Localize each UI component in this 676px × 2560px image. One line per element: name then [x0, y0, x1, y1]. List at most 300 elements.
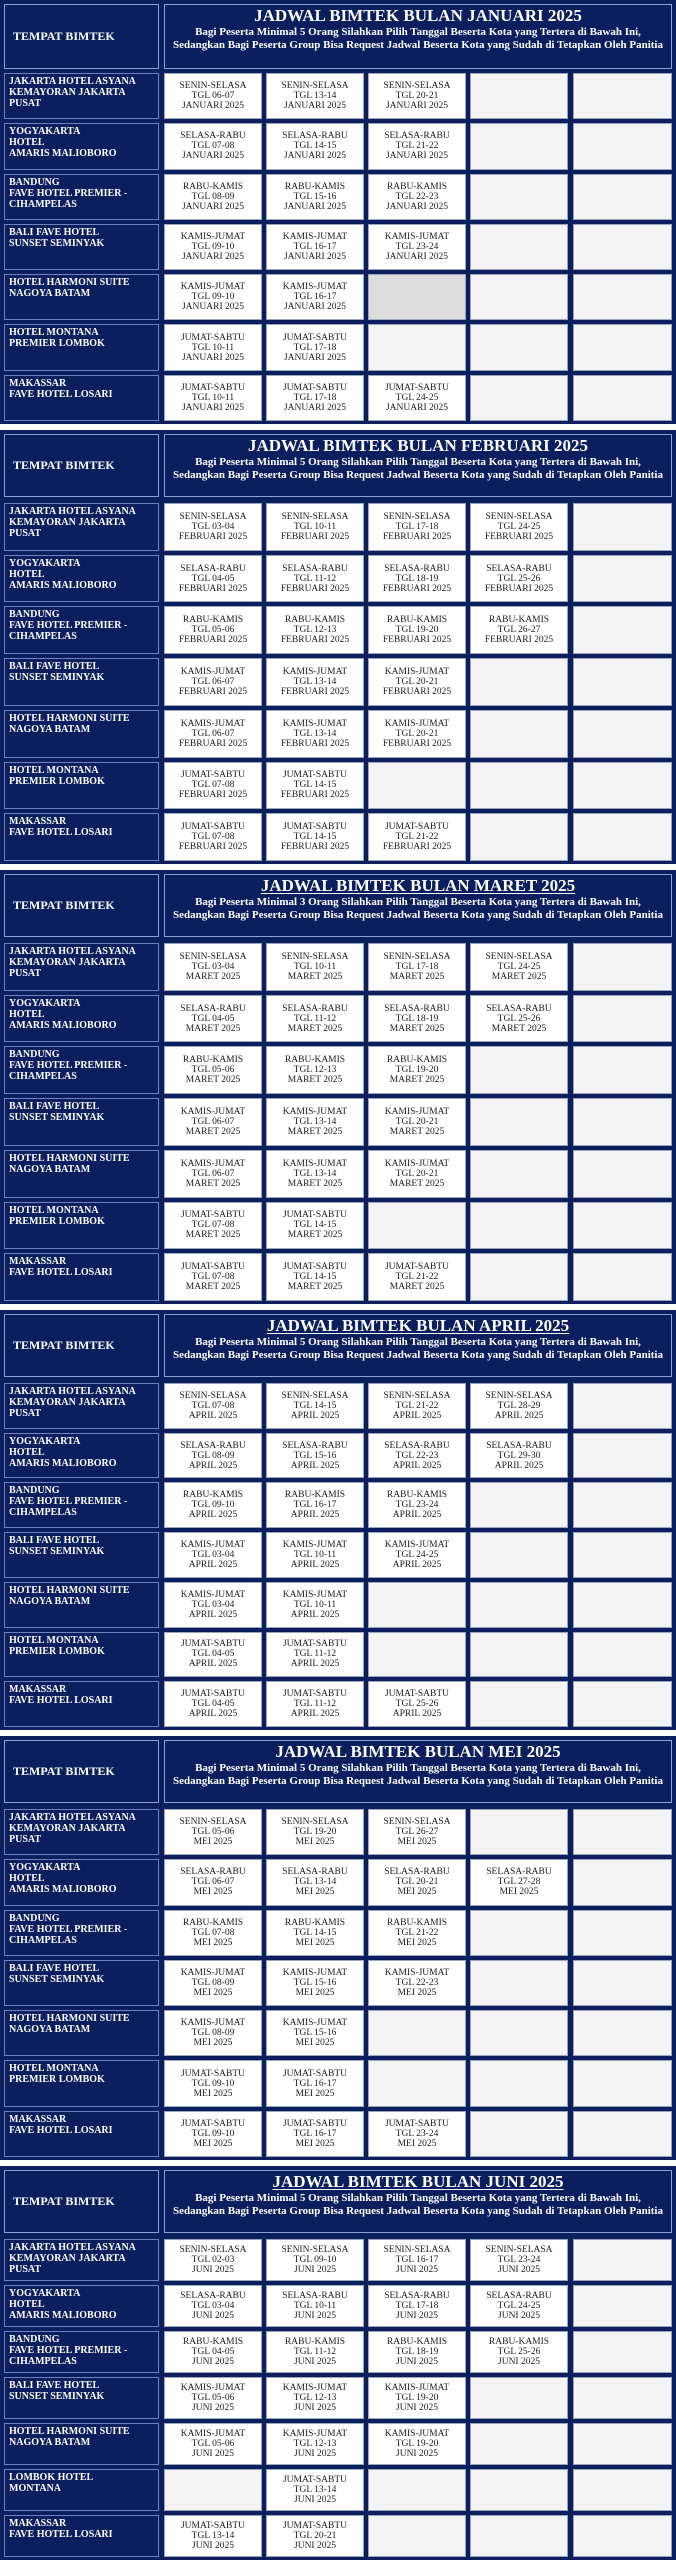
date-cell[interactable] [266, 2331, 364, 2373]
date-cell[interactable] [368, 943, 466, 991]
day-range: KAMIS-JUMAT [384, 718, 450, 729]
venue-label: JAKARTA HOTEL ASYANA KEMAYORAN JAKARTA PUSAT [4, 503, 159, 551]
table-row [1, 121, 675, 171]
date-cell[interactable] [164, 2285, 262, 2327]
date-cell[interactable] [266, 174, 364, 220]
day-range: RABU-KAMIS [386, 1917, 448, 1928]
month-year: FEBRUARI 2025 [178, 635, 248, 646]
day-range: SELASA-RABU [486, 1440, 552, 1451]
date-cell[interactable] [266, 606, 364, 654]
date-cell[interactable] [164, 2377, 262, 2419]
date-range: TGL 03-04 [191, 2301, 235, 2311]
date-cell[interactable] [164, 503, 262, 551]
day-range: SELASA-RABU [180, 563, 246, 574]
date-cell[interactable] [266, 2515, 364, 2557]
date-cell[interactable] [266, 995, 364, 1043]
date-cell[interactable] [368, 1960, 466, 2006]
month-year: APRIL 2025 [188, 1609, 238, 1620]
month-year: APRIL 2025 [188, 1460, 238, 1471]
date-cell[interactable] [266, 2377, 364, 2419]
date-cell[interactable] [266, 813, 364, 861]
date-cell[interactable] [368, 658, 466, 706]
date-cell[interactable] [368, 1150, 466, 1198]
date-range: TGL 09-10 [191, 241, 235, 252]
day-range: KAMIS-JUMAT [282, 1589, 348, 1600]
day-range: KAMIS-JUMAT [282, 231, 348, 242]
date-range: TGL 16-17 [293, 1500, 337, 1511]
table-row [1, 2109, 675, 2159]
day-range: JUMAT-SABTU [282, 1262, 348, 1273]
month-year: JUNI 2025 [396, 2449, 438, 2459]
date-cell[interactable] [266, 1383, 364, 1429]
date-cell[interactable] [266, 1046, 364, 1094]
date-cell[interactable] [368, 1433, 466, 1479]
month-year: MEI 2025 [193, 2138, 233, 2149]
day-range: SENIN-SELASA [383, 1390, 451, 1401]
date-cell[interactable] [164, 995, 262, 1043]
month-year: MEI 2025 [193, 1837, 233, 1848]
participant-note: Bagi Peserta Minimal 3 Orang Silahkan Pilih Tanggal Beserta Kota yang Tertera di Bawah Ini, Sedangkan Bagi Peserta Group Bisa Request Jadwal Beserta Kota yang Sudah di Tetapkan Oleh Panitia [173, 896, 663, 921]
month-year: JANUARI 2025 [181, 352, 244, 363]
day-range: RABU-KAMIS [284, 181, 346, 192]
date-cell[interactable] [368, 1098, 466, 1146]
date-cell[interactable] [164, 1960, 262, 2006]
date-cell[interactable] [164, 1202, 262, 1250]
day-range: KAMIS-JUMAT [180, 1106, 246, 1117]
date-cell[interactable] [164, 2515, 262, 2557]
date-cell[interactable] [266, 1098, 364, 1146]
month-year: FEBRUARI 2025 [280, 738, 350, 749]
date-cell[interactable] [266, 503, 364, 551]
empty-cell [470, 1046, 568, 1094]
date-cell[interactable] [266, 2060, 364, 2106]
month-year: FEBRUARI 2025 [178, 842, 248, 853]
date-cell[interactable] [368, 1809, 466, 1855]
date-cell[interactable] [266, 1532, 364, 1578]
date-range: TGL 21-22 [395, 832, 439, 843]
month-year: JANUARI 2025 [385, 251, 448, 262]
date-range: TGL 14-15 [293, 1927, 337, 1938]
date-range: TGL 21-22 [395, 1272, 439, 1283]
date-range: TGL 03-04 [191, 521, 235, 532]
date-cell[interactable] [368, 503, 466, 551]
date-cell[interactable] [164, 1910, 262, 1956]
empty-cell [470, 658, 568, 706]
schedule-title: JADWAL BIMTEK BULAN APRIL 2025 [266, 1316, 570, 1335]
month-year: APRIL 2025 [392, 1410, 442, 1421]
date-cell[interactable] [368, 123, 466, 169]
date-cell[interactable] [368, 710, 466, 758]
date-cell[interactable] [266, 274, 364, 320]
day-range: JUMAT-SABTU [282, 382, 348, 393]
month-year: MEI 2025 [295, 2088, 335, 2099]
date-cell[interactable] [164, 1859, 262, 1905]
schedule-rows [1, 1807, 675, 2159]
month-year: JUNI 2025 [294, 2541, 336, 2551]
month-year: JUNI 2025 [192, 2541, 234, 2551]
date-cell[interactable] [164, 274, 262, 320]
date-cell[interactable] [266, 658, 364, 706]
empty-cell [470, 324, 568, 370]
month-year: FEBRUARI 2025 [382, 531, 452, 542]
date-cell[interactable] [470, 995, 568, 1043]
month-year: FEBRUARI 2025 [382, 635, 452, 646]
date-range: TGL 04-05 [191, 2347, 235, 2357]
date-cell[interactable] [368, 1910, 466, 1956]
day-range: KAMIS-JUMAT [384, 666, 450, 677]
date-cell[interactable] [164, 123, 262, 169]
date-cell[interactable] [470, 943, 568, 991]
day-range: JUMAT-SABTU [282, 2521, 348, 2531]
date-cell[interactable] [164, 658, 262, 706]
date-range: TGL 06-07 [191, 1168, 235, 1179]
table-row [1, 708, 675, 760]
month-year: JUNI 2025 [294, 2311, 336, 2321]
empty-cell [470, 2515, 568, 2557]
date-cell[interactable] [164, 1809, 262, 1855]
date-cell[interactable] [470, 1433, 568, 1479]
empty-cell [573, 2285, 672, 2327]
day-range: SELASA-RABU [486, 2291, 552, 2301]
day-range: RABU-KAMIS [284, 1490, 346, 1501]
venue-label: HOTEL MONTANA PREMIER LOMBOK [4, 324, 159, 370]
date-cell[interactable] [266, 224, 364, 270]
month-year: MEI 2025 [295, 1837, 335, 1848]
day-range: JUMAT-SABTU [384, 1262, 450, 1273]
date-cell[interactable] [368, 73, 466, 119]
date-cell[interactable] [164, 1150, 262, 1198]
date-cell[interactable] [164, 2239, 262, 2281]
date-cell[interactable] [368, 2285, 466, 2327]
venue-label: JAKARTA HOTEL ASYANA KEMAYORAN JAKARTA PUSAT [4, 1809, 159, 1855]
date-range: TGL 10-11 [293, 521, 337, 532]
date-range: TGL 22-23 [395, 1977, 439, 1988]
schedule-rows [1, 2237, 675, 2559]
empty-cell [368, 2010, 466, 2056]
date-cell[interactable] [368, 2423, 466, 2465]
date-cell[interactable] [266, 762, 364, 810]
date-range: TGL 22-23 [395, 191, 439, 202]
date-cell[interactable] [164, 2010, 262, 2056]
table-row [1, 2237, 675, 2283]
date-cell[interactable] [368, 995, 466, 1043]
table-row [1, 2421, 675, 2467]
date-cell[interactable] [164, 1482, 262, 1528]
month-year: JANUARI 2025 [181, 302, 244, 313]
date-range: TGL 10-11 [191, 392, 235, 403]
participant-note: Bagi Peserta Minimal 5 Orang Silahkan Pilih Tanggal Beserta Kota yang Tertera di Bawah Ini, Sedangkan Bagi Peserta Group Bisa Request Jadwal Beserta Kota yang Sudah di Tetapkan Oleh Panitia [173, 456, 663, 481]
date-cell[interactable] [164, 710, 262, 758]
date-cell[interactable] [164, 943, 262, 991]
day-range: SELASA-RABU [282, 131, 348, 142]
empty-cell [573, 2331, 672, 2373]
date-range: TGL 17-18 [395, 521, 439, 532]
date-range: TGL 24-25 [497, 961, 541, 972]
venue-label: MAKASSAR FAVE HOTEL LOSARI [4, 813, 159, 861]
venue-label: YOGYAKARTA HOTEL AMARIS MALIOBORO [4, 1859, 159, 1905]
table-row [1, 604, 675, 656]
date-cell[interactable] [164, 2111, 262, 2157]
day-range: RABU-KAMIS [284, 1917, 346, 1928]
date-cell[interactable] [266, 1582, 364, 1628]
place-column-header: TEMPAT BIMTEK [4, 1740, 159, 1803]
month-year: MARET 2025 [491, 1023, 547, 1034]
day-range: SELASA-RABU [180, 1867, 246, 1878]
date-cell[interactable] [164, 375, 262, 421]
date-cell[interactable] [368, 224, 466, 270]
date-cell[interactable] [164, 2331, 262, 2373]
month-year: MARET 2025 [287, 1126, 343, 1137]
month-year: APRIL 2025 [494, 1460, 544, 1471]
date-cell[interactable] [266, 2010, 364, 2056]
month-year: MEI 2025 [193, 2088, 233, 2099]
date-cell[interactable] [266, 943, 364, 991]
date-cell[interactable] [266, 123, 364, 169]
month-year: MARET 2025 [389, 1282, 445, 1293]
date-range: TGL 20-21 [395, 1877, 439, 1888]
month-year: APRIL 2025 [290, 1659, 340, 1670]
date-cell[interactable] [164, 1632, 262, 1678]
venue-label: MAKASSAR FAVE HOTEL LOSARI [4, 1681, 159, 1727]
date-cell[interactable] [266, 1202, 364, 1250]
month-year: MEI 2025 [193, 1987, 233, 1998]
date-range: TGL 06-07 [191, 91, 235, 102]
date-cell[interactable] [368, 2111, 466, 2157]
date-cell[interactable] [368, 1383, 466, 1429]
date-cell[interactable] [470, 2239, 568, 2281]
date-cell[interactable] [368, 555, 466, 603]
date-cell[interactable] [164, 1383, 262, 1429]
date-range: TGL 11-12 [293, 2347, 337, 2357]
date-cell[interactable] [470, 555, 568, 603]
date-cell[interactable] [470, 503, 568, 551]
date-cell[interactable] [470, 2331, 568, 2373]
day-range: JUMAT-SABTU [282, 1210, 348, 1221]
empty-cell [470, 1482, 568, 1528]
date-cell[interactable] [266, 555, 364, 603]
day-range: SELASA-RABU [486, 563, 552, 574]
date-cell[interactable] [266, 1150, 364, 1198]
day-range: SELASA-RABU [384, 1440, 450, 1451]
date-cell[interactable] [470, 1383, 568, 1429]
date-range: TGL 14-15 [293, 1400, 337, 1411]
table-row [1, 1148, 675, 1200]
table-row [1, 1630, 675, 1680]
day-range: SELASA-RABU [486, 1003, 552, 1014]
date-range: TGL 04-05 [191, 1649, 235, 1660]
day-range: SENIN-SELASA [281, 2245, 349, 2255]
date-cell[interactable] [266, 2111, 364, 2157]
date-cell[interactable] [266, 1681, 364, 1727]
date-cell[interactable] [368, 1482, 466, 1528]
date-cell[interactable] [266, 73, 364, 119]
day-range: JUMAT-SABTU [282, 1689, 348, 1700]
day-range: KAMIS-JUMAT [384, 1967, 450, 1978]
day-range: SENIN-SELASA [485, 1390, 553, 1401]
place-column-header: TEMPAT BIMTEK [4, 2170, 159, 2233]
empty-cell [573, 995, 672, 1043]
date-cell[interactable] [266, 324, 364, 370]
empty-cell [368, 1632, 466, 1678]
date-cell[interactable] [266, 2239, 364, 2281]
date-cell[interactable] [164, 2060, 262, 2106]
date-cell[interactable] [266, 1910, 364, 1956]
day-range: JUMAT-SABTU [180, 1210, 246, 1221]
month-year: MEI 2025 [193, 1887, 233, 1898]
date-cell[interactable] [164, 324, 262, 370]
date-cell[interactable] [470, 1859, 568, 1905]
schedule-header [1, 1737, 675, 1805]
empty-cell [573, 1681, 672, 1727]
date-range: TGL 24-25 [497, 2301, 541, 2311]
date-cell[interactable] [470, 606, 568, 654]
date-cell[interactable] [164, 1582, 262, 1628]
date-cell[interactable] [368, 1253, 466, 1301]
date-cell[interactable] [368, 2331, 466, 2373]
date-cell[interactable] [164, 1253, 262, 1301]
date-range: TGL 09-10 [191, 292, 235, 303]
empty-cell [368, 274, 466, 320]
date-range: TGL 05-06 [191, 625, 235, 636]
date-cell[interactable] [164, 762, 262, 810]
date-range: TGL 14-15 [293, 1220, 337, 1231]
date-range: TGL 26-27 [497, 625, 541, 636]
date-cell[interactable] [368, 2239, 466, 2281]
date-cell[interactable] [164, 1532, 262, 1578]
place-column-header: TEMPAT BIMTEK [4, 4, 159, 69]
day-range: JUMAT-SABTU [282, 770, 348, 781]
month-year: APRIL 2025 [290, 1559, 340, 1570]
date-range: TGL 13-14 [293, 1116, 337, 1127]
date-range: TGL 19-20 [395, 625, 439, 636]
place-column-header: TEMPAT BIMTEK [4, 874, 159, 937]
date-cell[interactable] [266, 375, 364, 421]
date-range: TGL 18-19 [395, 2347, 439, 2357]
date-range: TGL 09-10 [191, 1500, 235, 1511]
date-cell[interactable] [368, 606, 466, 654]
date-cell[interactable] [266, 1253, 364, 1301]
date-cell[interactable] [368, 2377, 466, 2419]
date-cell[interactable] [164, 224, 262, 270]
date-cell[interactable] [164, 1098, 262, 1146]
date-range: TGL 08-09 [191, 1450, 235, 1461]
date-cell[interactable] [164, 606, 262, 654]
day-range: SELASA-RABU [282, 1867, 348, 1878]
day-range: SENIN-SELASA [281, 1390, 349, 1401]
date-range: TGL 27-28 [497, 1877, 541, 1888]
day-range: SELASA-RABU [180, 131, 246, 142]
month-year: APRIL 2025 [392, 1460, 442, 1471]
date-cell[interactable] [164, 174, 262, 220]
date-cell[interactable] [164, 1433, 262, 1479]
date-cell[interactable] [266, 2469, 364, 2511]
date-cell[interactable] [368, 813, 466, 861]
day-range: JUMAT-SABTU [180, 2068, 246, 2079]
date-range: TGL 21-22 [395, 1927, 439, 1938]
venue-label: BANDUNG FAVE HOTEL PREMIER - CIHAMPELAS [4, 1046, 159, 1094]
date-cell[interactable] [266, 1809, 364, 1855]
date-cell[interactable] [266, 1859, 364, 1905]
date-cell[interactable] [266, 1433, 364, 1479]
date-cell[interactable] [266, 1960, 364, 2006]
day-range: KAMIS-JUMAT [282, 666, 348, 677]
day-range: RABU-KAMIS [182, 181, 244, 192]
day-range: KAMIS-JUMAT [282, 1158, 348, 1169]
date-cell[interactable] [164, 2423, 262, 2465]
title-block [164, 4, 672, 69]
date-range: TGL 15-16 [293, 1977, 337, 1988]
day-range: SENIN-SELASA [281, 951, 349, 962]
date-cell[interactable] [266, 710, 364, 758]
month-year: APRIL 2025 [188, 1709, 238, 1720]
date-cell[interactable] [266, 1632, 364, 1678]
empty-cell [470, 2060, 568, 2106]
schedule-table [0, 2166, 676, 2560]
date-range: TGL 20-21 [395, 1168, 439, 1179]
day-range: RABU-KAMIS [182, 2337, 244, 2347]
empty-cell [470, 224, 568, 270]
date-cell[interactable] [164, 73, 262, 119]
schedule-title: JADWAL BIMTEK BULAN JANUARI 2025 [254, 6, 582, 25]
month-year: FEBRUARI 2025 [484, 635, 554, 646]
date-cell[interactable] [470, 2285, 568, 2327]
month-year: MEI 2025 [397, 1837, 437, 1848]
date-cell[interactable] [368, 1859, 466, 1905]
empty-cell [573, 1632, 672, 1678]
date-cell[interactable] [368, 1046, 466, 1094]
date-cell[interactable] [266, 2285, 364, 2327]
table-row [1, 222, 675, 272]
date-cell[interactable] [164, 1046, 262, 1094]
date-cell[interactable] [164, 1681, 262, 1727]
month-year: JANUARI 2025 [283, 352, 346, 363]
schedule-table [0, 430, 676, 864]
empty-cell [573, 1150, 672, 1198]
date-cell[interactable] [164, 555, 262, 603]
date-cell[interactable] [368, 1532, 466, 1578]
date-cell[interactable] [266, 2423, 364, 2465]
month-year: APRIL 2025 [290, 1510, 340, 1521]
date-cell[interactable] [368, 375, 466, 421]
empty-cell [470, 73, 568, 119]
month-year: MARET 2025 [287, 1178, 343, 1189]
month-year: MARET 2025 [185, 1230, 241, 1241]
date-range: TGL 12-13 [293, 625, 337, 636]
day-range: RABU-KAMIS [386, 615, 448, 626]
date-cell[interactable] [368, 174, 466, 220]
month-year: JUNI 2025 [192, 2403, 234, 2413]
day-range: JUMAT-SABTU [282, 2068, 348, 2079]
day-range: JUMAT-SABTU [282, 2475, 348, 2485]
date-range: TGL 15-16 [293, 191, 337, 202]
schedule-title: JADWAL BIMTEK BULAN JUNI 2025 [272, 2172, 564, 2191]
empty-cell [368, 1582, 466, 1628]
date-cell[interactable] [266, 1482, 364, 1528]
day-range: KAMIS-JUMAT [282, 1539, 348, 1550]
date-cell[interactable] [368, 1681, 466, 1727]
date-range: TGL 04-05 [191, 573, 235, 584]
participant-note: Bagi Peserta Minimal 5 Orang Silahkan Pilih Tanggal Beserta Kota yang Tertera di Bawah Ini, Sedangkan Bagi Peserta Group Bisa Request Jadwal Beserta Kota yang Sudah di Tetapkan Oleh Panitia [173, 1762, 663, 1787]
empty-cell [470, 1098, 568, 1146]
month-year: MARET 2025 [287, 1075, 343, 1086]
venue-label: BANDUNG FAVE HOTEL PREMIER - CIHAMPELAS [4, 174, 159, 220]
date-cell[interactable] [164, 813, 262, 861]
month-year: FEBRUARI 2025 [178, 583, 248, 594]
month-year: APRIL 2025 [392, 1709, 442, 1720]
venue-label: BANDUNG FAVE HOTEL PREMIER - CIHAMPELAS [4, 2331, 159, 2373]
month-year: JUNI 2025 [294, 2265, 336, 2275]
date-range: TGL 11-12 [293, 1013, 337, 1024]
